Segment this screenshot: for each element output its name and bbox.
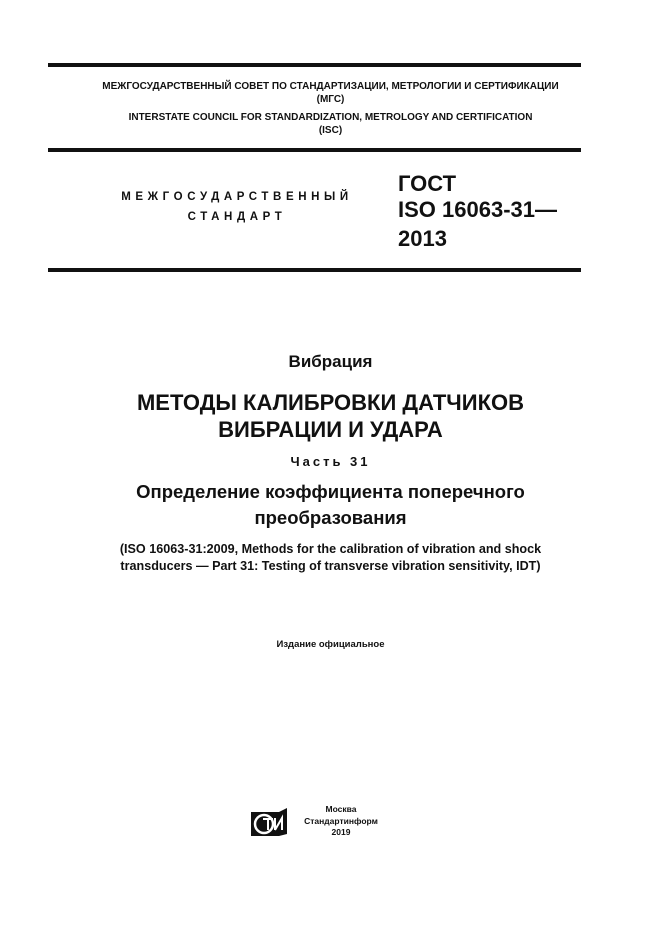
publisher-logo xyxy=(249,806,289,843)
edition-label: Издание официальное xyxy=(276,639,385,650)
council-ru: МЕЖГОСУДАРСТВЕННЫЙ СОВЕТ ПО СТАНДАРТИЗАЦИИ, МЕТРОЛОГИИ И СЕРТИФИКАЦИИ xyxy=(102,81,559,92)
topic: Вибрация xyxy=(288,352,373,371)
subtitle-line2: преобразования xyxy=(254,507,407,528)
publisher-name: Стандартинформ xyxy=(304,815,378,826)
iso-reference-line1: (ISO 16063-31:2009, Methods for the calibration of vibration and shock xyxy=(119,542,542,556)
bottom-rule xyxy=(48,268,581,272)
subtitle-line1: Определение коэффициента поперечного xyxy=(136,481,525,502)
main-title-line1: МЕТОДЫ КАЛИБРОВКИ ДАТЧИКОВ xyxy=(136,390,525,415)
middle-rule xyxy=(48,148,581,152)
council-en: INTERSTATE COUNCIL FOR STANDARDIZATION, METROLOGY AND CERTIFICATION xyxy=(128,112,533,123)
publisher-city: Москва xyxy=(325,804,357,814)
council-en-abbr: (ISC) xyxy=(318,125,343,136)
part-number: Часть 31 xyxy=(290,454,371,469)
designation-year: 2013 xyxy=(398,226,447,251)
iso-reference-line2: transducers — Part 31: Testing of transverse vibration sensitivity, IDT) xyxy=(120,559,541,573)
standard-type-line2: СТАНДАРТ xyxy=(187,211,287,223)
main-title-line2: ВИБРАЦИИ И УДАРА xyxy=(218,417,443,442)
designation-gost: ГОСТ xyxy=(398,171,457,196)
publisher-year: 2019 xyxy=(331,827,351,837)
publisher-info xyxy=(296,804,386,839)
top-rule xyxy=(48,63,581,67)
council-ru-abbr: (МГС) xyxy=(316,94,345,105)
designation-number: ISO 16063-31— xyxy=(398,197,557,222)
standard-type-line1: МЕЖГОСУДАРСТВЕННЫЙ xyxy=(121,191,353,203)
